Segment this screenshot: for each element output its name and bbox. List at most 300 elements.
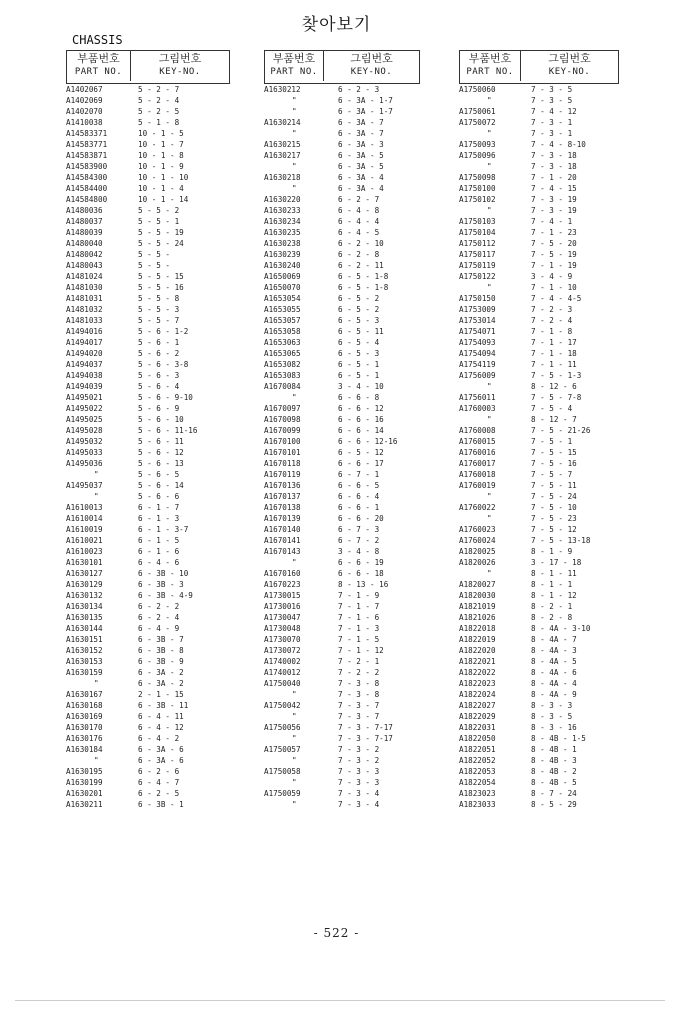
column-header bbox=[66, 50, 230, 84]
index-row bbox=[66, 425, 226, 436]
index-row bbox=[66, 315, 226, 326]
part-number: A1740002 bbox=[264, 657, 301, 666]
index-row bbox=[459, 513, 619, 524]
part-no-header-ko: 부품번호 bbox=[468, 52, 512, 65]
key-number: 7 - 3 - 19 bbox=[531, 206, 577, 215]
key-no-header bbox=[520, 51, 618, 81]
part-number: A1760018 bbox=[459, 470, 496, 479]
part-number: " bbox=[487, 492, 492, 501]
key-number: 5 - 2 - 7 bbox=[138, 85, 180, 94]
index-row bbox=[264, 381, 424, 392]
part-number: A1653082 bbox=[264, 360, 301, 369]
key-number: 5 - 5 - 1 bbox=[138, 217, 180, 226]
part-number: " bbox=[292, 96, 297, 105]
key-number: 6 - 5 - 2 bbox=[338, 305, 380, 314]
index-row bbox=[66, 359, 226, 370]
index-row bbox=[459, 271, 619, 282]
scan-artifact-line bbox=[15, 1000, 665, 1001]
part-number: A1670100 bbox=[264, 437, 301, 446]
part-number: " bbox=[487, 382, 492, 391]
part-number: A14584300 bbox=[66, 173, 108, 182]
part-number: A1760003 bbox=[459, 404, 496, 413]
index-row bbox=[264, 502, 424, 513]
key-number: 8 - 2 - 1 bbox=[531, 602, 573, 611]
key-number: 6 - 6 - 14 bbox=[338, 426, 384, 435]
index-row bbox=[264, 678, 424, 689]
part-number: A1754119 bbox=[459, 360, 496, 369]
part-number: A1823033 bbox=[459, 800, 496, 809]
index-row bbox=[459, 524, 619, 535]
key-number: 10 - 1 - 4 bbox=[138, 184, 184, 193]
part-number: A1750072 bbox=[459, 118, 496, 127]
part-number: A1670141 bbox=[264, 536, 301, 545]
key-number: 5 - 5 - 24 bbox=[138, 239, 184, 248]
key-number: 7 - 5 - 12 bbox=[531, 525, 577, 534]
index-row bbox=[459, 623, 619, 634]
key-number: 8 - 4A - 6 bbox=[531, 668, 577, 677]
index-row bbox=[459, 788, 619, 799]
part-number: A1495032 bbox=[66, 437, 103, 446]
key-number: 7 - 2 - 4 bbox=[531, 316, 573, 325]
key-number: 6 - 3A - 4 bbox=[338, 173, 384, 182]
key-number: 7 - 4 - 1 bbox=[531, 217, 573, 226]
part-number: " bbox=[487, 129, 492, 138]
index-row bbox=[459, 337, 619, 348]
key-number: 5 - 5 - 16 bbox=[138, 283, 184, 292]
key-number: 7 - 3 - 7 bbox=[338, 712, 380, 721]
part-number: A1494037 bbox=[66, 360, 103, 369]
index-row bbox=[459, 590, 619, 601]
part-number: A1481032 bbox=[66, 305, 103, 314]
key-number: 6 - 3B - 3 bbox=[138, 580, 184, 589]
index-row bbox=[459, 436, 619, 447]
index-row bbox=[459, 546, 619, 557]
key-number: 7 - 5 - 16 bbox=[531, 459, 577, 468]
index-row bbox=[66, 458, 226, 469]
index-row bbox=[459, 480, 619, 491]
part-number: A1822053 bbox=[459, 767, 496, 776]
part-number: A1753009 bbox=[459, 305, 496, 314]
key-number: 7 - 5 - 21-26 bbox=[531, 426, 591, 435]
key-number: 10 - 1 - 5 bbox=[138, 129, 184, 138]
part-number: " bbox=[487, 514, 492, 523]
key-number: 6 - 2 - 6 bbox=[138, 767, 180, 776]
part-number: A1630215 bbox=[264, 140, 301, 149]
part-number: A1630153 bbox=[66, 657, 103, 666]
part-number: A1822029 bbox=[459, 712, 496, 721]
key-number: 7 - 1 - 17 bbox=[531, 338, 577, 347]
index-row bbox=[264, 315, 424, 326]
part-number: A1670140 bbox=[264, 525, 301, 534]
index-row bbox=[66, 260, 226, 271]
key-number: 5 - 5 - 15 bbox=[138, 272, 184, 281]
index-row bbox=[459, 469, 619, 480]
key-number: 6 - 3A - 6 bbox=[138, 745, 184, 754]
key-number: 6 - 6 - 16 bbox=[338, 415, 384, 424]
key-number: 8 - 7 - 24 bbox=[531, 789, 577, 798]
part-number: A1760023 bbox=[459, 525, 496, 534]
key-number: 5 - 5 - 7 bbox=[138, 316, 180, 325]
key-number: 6 - 7 - 1 bbox=[338, 470, 380, 479]
part-number: A1610023 bbox=[66, 547, 103, 556]
column-header bbox=[264, 50, 420, 84]
index-row bbox=[66, 755, 226, 766]
key-number: 5 - 6 - 13 bbox=[138, 459, 184, 468]
part-number: A1754094 bbox=[459, 349, 496, 358]
part-number: A1670084 bbox=[264, 382, 301, 391]
part-number: A1750056 bbox=[264, 723, 301, 732]
index-row bbox=[66, 766, 226, 777]
part-number: A1670118 bbox=[264, 459, 301, 468]
index-row bbox=[459, 117, 619, 128]
key-number: 6 - 3A - 5 bbox=[338, 151, 384, 160]
index-row bbox=[264, 788, 424, 799]
part-number: A1730047 bbox=[264, 613, 301, 622]
index-row bbox=[264, 139, 424, 150]
key-number: 5 - 5 - bbox=[138, 250, 171, 259]
part-number: A1630127 bbox=[66, 569, 103, 578]
part-number: A1750122 bbox=[459, 272, 496, 281]
key-number: 6 - 2 - 11 bbox=[338, 261, 384, 270]
part-number: A1481030 bbox=[66, 283, 103, 292]
key-number: 7 - 5 - 15 bbox=[531, 448, 577, 457]
key-number: 7 - 1 - 3 bbox=[338, 624, 380, 633]
part-number: A1750119 bbox=[459, 261, 496, 270]
index-row bbox=[66, 700, 226, 711]
index-row bbox=[459, 194, 619, 205]
index-row bbox=[459, 612, 619, 623]
key-number: 8 - 4B - 1 bbox=[531, 745, 577, 754]
key-number: 6 - 7 - 3 bbox=[338, 525, 380, 534]
key-number: 7 - 1 - 7 bbox=[338, 602, 380, 611]
part-number: A1822050 bbox=[459, 734, 496, 743]
part-number: A1750102 bbox=[459, 195, 496, 204]
key-number: 6 - 4 - 11 bbox=[138, 712, 184, 721]
part-number: A1653057 bbox=[264, 316, 301, 325]
key-number: 6 - 3B - 9 bbox=[138, 657, 184, 666]
part-number: A1670137 bbox=[264, 492, 301, 501]
index-row bbox=[66, 711, 226, 722]
key-number: 6 - 6 - 12 bbox=[338, 404, 384, 413]
part-number: A1822019 bbox=[459, 635, 496, 644]
key-number: 6 - 3A - 7 bbox=[338, 129, 384, 138]
key-number: 7 - 3 - 3 bbox=[338, 778, 380, 787]
part-number: A1750103 bbox=[459, 217, 496, 226]
part-number: A1756009 bbox=[459, 371, 496, 380]
index-row bbox=[264, 326, 424, 337]
part-number: " bbox=[292, 734, 297, 743]
part-number: " bbox=[292, 184, 297, 193]
part-number: A1480039 bbox=[66, 228, 103, 237]
key-number: 6 - 5 - 11 bbox=[338, 327, 384, 336]
part-number: A1750112 bbox=[459, 239, 496, 248]
key-number: 7 - 3 - 3 bbox=[338, 767, 380, 776]
part-number: A1630169 bbox=[66, 712, 103, 721]
part-number: " bbox=[94, 756, 99, 765]
part-number: A14583900 bbox=[66, 162, 108, 171]
key-number: 6 - 3A - 2 bbox=[138, 679, 184, 688]
part-number: A1495036 bbox=[66, 459, 103, 468]
index-row bbox=[264, 634, 424, 645]
key-number: 8 - 4A - 7 bbox=[531, 635, 577, 644]
index-row bbox=[459, 414, 619, 425]
part-number: A1630212 bbox=[264, 85, 301, 94]
index-row bbox=[264, 799, 424, 810]
key-number: 8 - 4B - 1-5 bbox=[531, 734, 586, 743]
index-row bbox=[264, 579, 424, 590]
index-row bbox=[459, 568, 619, 579]
part-number: " bbox=[487, 569, 492, 578]
index-row bbox=[66, 326, 226, 337]
index-row bbox=[264, 194, 424, 205]
key-number: 5 - 5 - 3 bbox=[138, 305, 180, 314]
part-number: A1630235 bbox=[264, 228, 301, 237]
part-number: A1750061 bbox=[459, 107, 496, 116]
key-number: 7 - 2 - 1 bbox=[338, 657, 380, 666]
part-number: A1630211 bbox=[66, 800, 103, 809]
index-row bbox=[264, 447, 424, 458]
key-number: 5 - 6 - 1 bbox=[138, 338, 180, 347]
key-number: 6 - 1 - 3 bbox=[138, 514, 180, 523]
key-number: 7 - 5 - 4 bbox=[531, 404, 573, 413]
part-number: A1750060 bbox=[459, 85, 496, 94]
part-number: A1653058 bbox=[264, 327, 301, 336]
key-number: 7 - 3 - 7-17 bbox=[338, 734, 393, 743]
index-row bbox=[264, 755, 424, 766]
key-number: 6 - 1 - 6 bbox=[138, 547, 180, 556]
part-number: " bbox=[292, 393, 297, 402]
index-row bbox=[459, 359, 619, 370]
part-number: A1480043 bbox=[66, 261, 103, 270]
part-number: A1821019 bbox=[459, 602, 496, 611]
part-number: A1822027 bbox=[459, 701, 496, 710]
key-number: 6 - 5 - 1 bbox=[338, 371, 380, 380]
key-number: 6 - 2 - 4 bbox=[138, 613, 180, 622]
key-number: 7 - 3 - 4 bbox=[338, 800, 380, 809]
key-no-header-ko: 그림번호 bbox=[158, 52, 202, 65]
key-number: 7 - 1 - 10 bbox=[531, 283, 577, 292]
key-number: 7 - 3 - 18 bbox=[531, 151, 577, 160]
key-number: 5 - 6 - 6 bbox=[138, 492, 180, 501]
key-number: 7 - 5 - 23 bbox=[531, 514, 577, 523]
index-row bbox=[459, 128, 619, 139]
key-number: 7 - 1 - 9 bbox=[338, 591, 380, 600]
key-number: 6 - 3B - 11 bbox=[138, 701, 189, 710]
key-number: 3 - 4 - 10 bbox=[338, 382, 384, 391]
index-row bbox=[66, 590, 226, 601]
index-row bbox=[459, 678, 619, 689]
key-number: 5 - 6 - 10 bbox=[138, 415, 184, 424]
part-number: A1820030 bbox=[459, 591, 496, 600]
index-row bbox=[66, 161, 226, 172]
index-row bbox=[459, 579, 619, 590]
index-row bbox=[66, 546, 226, 557]
key-no-header-ko: 그림번호 bbox=[548, 52, 591, 65]
part-number: A1630214 bbox=[264, 118, 301, 127]
part-number: A1822020 bbox=[459, 646, 496, 655]
key-number: 3 - 4 - 8 bbox=[338, 547, 380, 556]
part-number: A1495028 bbox=[66, 426, 103, 435]
index-row bbox=[66, 249, 226, 260]
key-number: 6 - 4 - 7 bbox=[138, 778, 180, 787]
index-row bbox=[264, 491, 424, 502]
part-number: A1653083 bbox=[264, 371, 301, 380]
part-number: A1670119 bbox=[264, 470, 301, 479]
index-row bbox=[264, 711, 424, 722]
key-number: 5 - 6 - 12 bbox=[138, 448, 184, 457]
part-number: A1630199 bbox=[66, 778, 103, 787]
part-number: A1750058 bbox=[264, 767, 301, 776]
part-number: A1630144 bbox=[66, 624, 103, 633]
index-row bbox=[459, 381, 619, 392]
index-row bbox=[66, 557, 226, 568]
part-no-header-ko: 부품번호 bbox=[77, 52, 120, 65]
index-row bbox=[459, 293, 619, 304]
part-number: A1823023 bbox=[459, 789, 496, 798]
index-row bbox=[66, 172, 226, 183]
part-number: A1402070 bbox=[66, 107, 103, 116]
index-row bbox=[264, 436, 424, 447]
part-number: A1410038 bbox=[66, 118, 103, 127]
key-number: 6 - 6 - 4 bbox=[338, 492, 380, 501]
index-row bbox=[459, 370, 619, 381]
index-row bbox=[264, 425, 424, 436]
part-number: A1653054 bbox=[264, 294, 301, 303]
key-number: 7 - 1 - 20 bbox=[531, 173, 577, 182]
index-row bbox=[66, 645, 226, 656]
part-number: A1480040 bbox=[66, 239, 103, 248]
part-number: A1630135 bbox=[66, 613, 103, 622]
part-number: A1754093 bbox=[459, 338, 496, 347]
key-number: 6 - 5 - 1-8 bbox=[338, 272, 389, 281]
key-number: 6 - 7 - 2 bbox=[338, 536, 380, 545]
part-number: A1630101 bbox=[66, 558, 103, 567]
part-no-header bbox=[460, 51, 520, 81]
part-number: A14583371 bbox=[66, 129, 108, 138]
index-row bbox=[66, 436, 226, 447]
key-number: 7 - 3 - 18 bbox=[531, 162, 577, 171]
key-number: 6 - 3A - 4 bbox=[338, 184, 384, 193]
index-row bbox=[66, 656, 226, 667]
part-number: A1822022 bbox=[459, 668, 496, 677]
key-number: 5 - 6 - 5 bbox=[138, 470, 180, 479]
part-number: A1670160 bbox=[264, 569, 301, 578]
key-number: 7 - 5 - 1-3 bbox=[531, 371, 582, 380]
part-number: A1760024 bbox=[459, 536, 496, 545]
key-number: 7 - 5 - 11 bbox=[531, 481, 577, 490]
part-number: A1610021 bbox=[66, 536, 103, 545]
key-number: 7 - 2 - 2 bbox=[338, 668, 380, 677]
key-number: 6 - 5 - 2 bbox=[338, 294, 380, 303]
part-number: " bbox=[487, 415, 492, 424]
key-number: 6 - 5 - 1 bbox=[338, 360, 380, 369]
index-row bbox=[264, 227, 424, 238]
index-row bbox=[264, 205, 424, 216]
key-number: 8 - 4A - 3 bbox=[531, 646, 577, 655]
part-number: A1630129 bbox=[66, 580, 103, 589]
index-row bbox=[66, 447, 226, 458]
index-row bbox=[264, 546, 424, 557]
index-row bbox=[264, 238, 424, 249]
key-number: 8 - 1 - 11 bbox=[531, 569, 577, 578]
index-row bbox=[66, 623, 226, 634]
index-row bbox=[264, 601, 424, 612]
index-row bbox=[459, 656, 619, 667]
index-row bbox=[66, 469, 226, 480]
part-number: A1495025 bbox=[66, 415, 103, 424]
key-number: 6 - 3A - 6 bbox=[138, 756, 184, 765]
part-number: A1670097 bbox=[264, 404, 301, 413]
index-row bbox=[459, 216, 619, 227]
part-number: A1750057 bbox=[264, 745, 301, 754]
index-row bbox=[459, 491, 619, 502]
index-row bbox=[264, 645, 424, 656]
part-number: A1495033 bbox=[66, 448, 103, 457]
index-row bbox=[66, 370, 226, 381]
key-number: 8 - 12 - 7 bbox=[531, 415, 577, 424]
key-number: 10 - 1 - 8 bbox=[138, 151, 184, 160]
index-row bbox=[264, 95, 424, 106]
part-number: A1495037 bbox=[66, 481, 103, 490]
part-no-header-en: PART NO. bbox=[466, 67, 514, 77]
part-number: A1610013 bbox=[66, 503, 103, 512]
key-number: 7 - 3 - 2 bbox=[338, 756, 380, 765]
part-number: A1760015 bbox=[459, 437, 496, 446]
key-number: 7 - 2 - 3 bbox=[531, 305, 573, 314]
part-number: " bbox=[292, 107, 297, 116]
key-number: 6 - 4 - 2 bbox=[138, 734, 180, 743]
key-number: 5 - 6 - 11-16 bbox=[138, 426, 198, 435]
key-number: 8 - 4A - 5 bbox=[531, 657, 577, 666]
index-row bbox=[66, 183, 226, 194]
part-number: " bbox=[292, 558, 297, 567]
part-number: A1630217 bbox=[264, 151, 301, 160]
part-number: A1650069 bbox=[264, 272, 301, 281]
key-no-header bbox=[323, 51, 419, 81]
key-number: 8 - 4B - 2 bbox=[531, 767, 577, 776]
key-number: 8 - 4A - 9 bbox=[531, 690, 577, 699]
part-no-header bbox=[67, 51, 130, 81]
index-row bbox=[66, 612, 226, 623]
part-number: A1730016 bbox=[264, 602, 301, 611]
key-number: 6 - 3A - 7 bbox=[338, 118, 384, 127]
column-header bbox=[459, 50, 619, 84]
part-number: A1756011 bbox=[459, 393, 496, 402]
part-number: A14584400 bbox=[66, 184, 108, 193]
part-number: A1822051 bbox=[459, 745, 496, 754]
part-number: A1494017 bbox=[66, 338, 103, 347]
key-number: 7 - 3 - 7 bbox=[338, 701, 380, 710]
key-number: 7 - 5 - 24 bbox=[531, 492, 577, 501]
key-number: 7 - 1 - 12 bbox=[338, 646, 384, 655]
index-row bbox=[66, 480, 226, 491]
part-no-header-en: PART NO. bbox=[270, 67, 318, 77]
key-number: 7 - 5 - 10 bbox=[531, 503, 577, 512]
key-number: 10 - 1 - 7 bbox=[138, 140, 184, 149]
part-number: A1730072 bbox=[264, 646, 301, 655]
part-number: " bbox=[292, 800, 297, 809]
key-number: 5 - 5 - 8 bbox=[138, 294, 180, 303]
part-number: A1494020 bbox=[66, 349, 103, 358]
key-number: 8 - 12 - 6 bbox=[531, 382, 577, 391]
index-row bbox=[66, 788, 226, 799]
index-row bbox=[264, 293, 424, 304]
part-number: A1754071 bbox=[459, 327, 496, 336]
key-number: 7 - 3 - 1 bbox=[531, 129, 573, 138]
key-number: 6 - 5 - 12 bbox=[338, 448, 384, 457]
part-number: A1480036 bbox=[66, 206, 103, 215]
key-number: 6 - 3B - 10 bbox=[138, 569, 189, 578]
